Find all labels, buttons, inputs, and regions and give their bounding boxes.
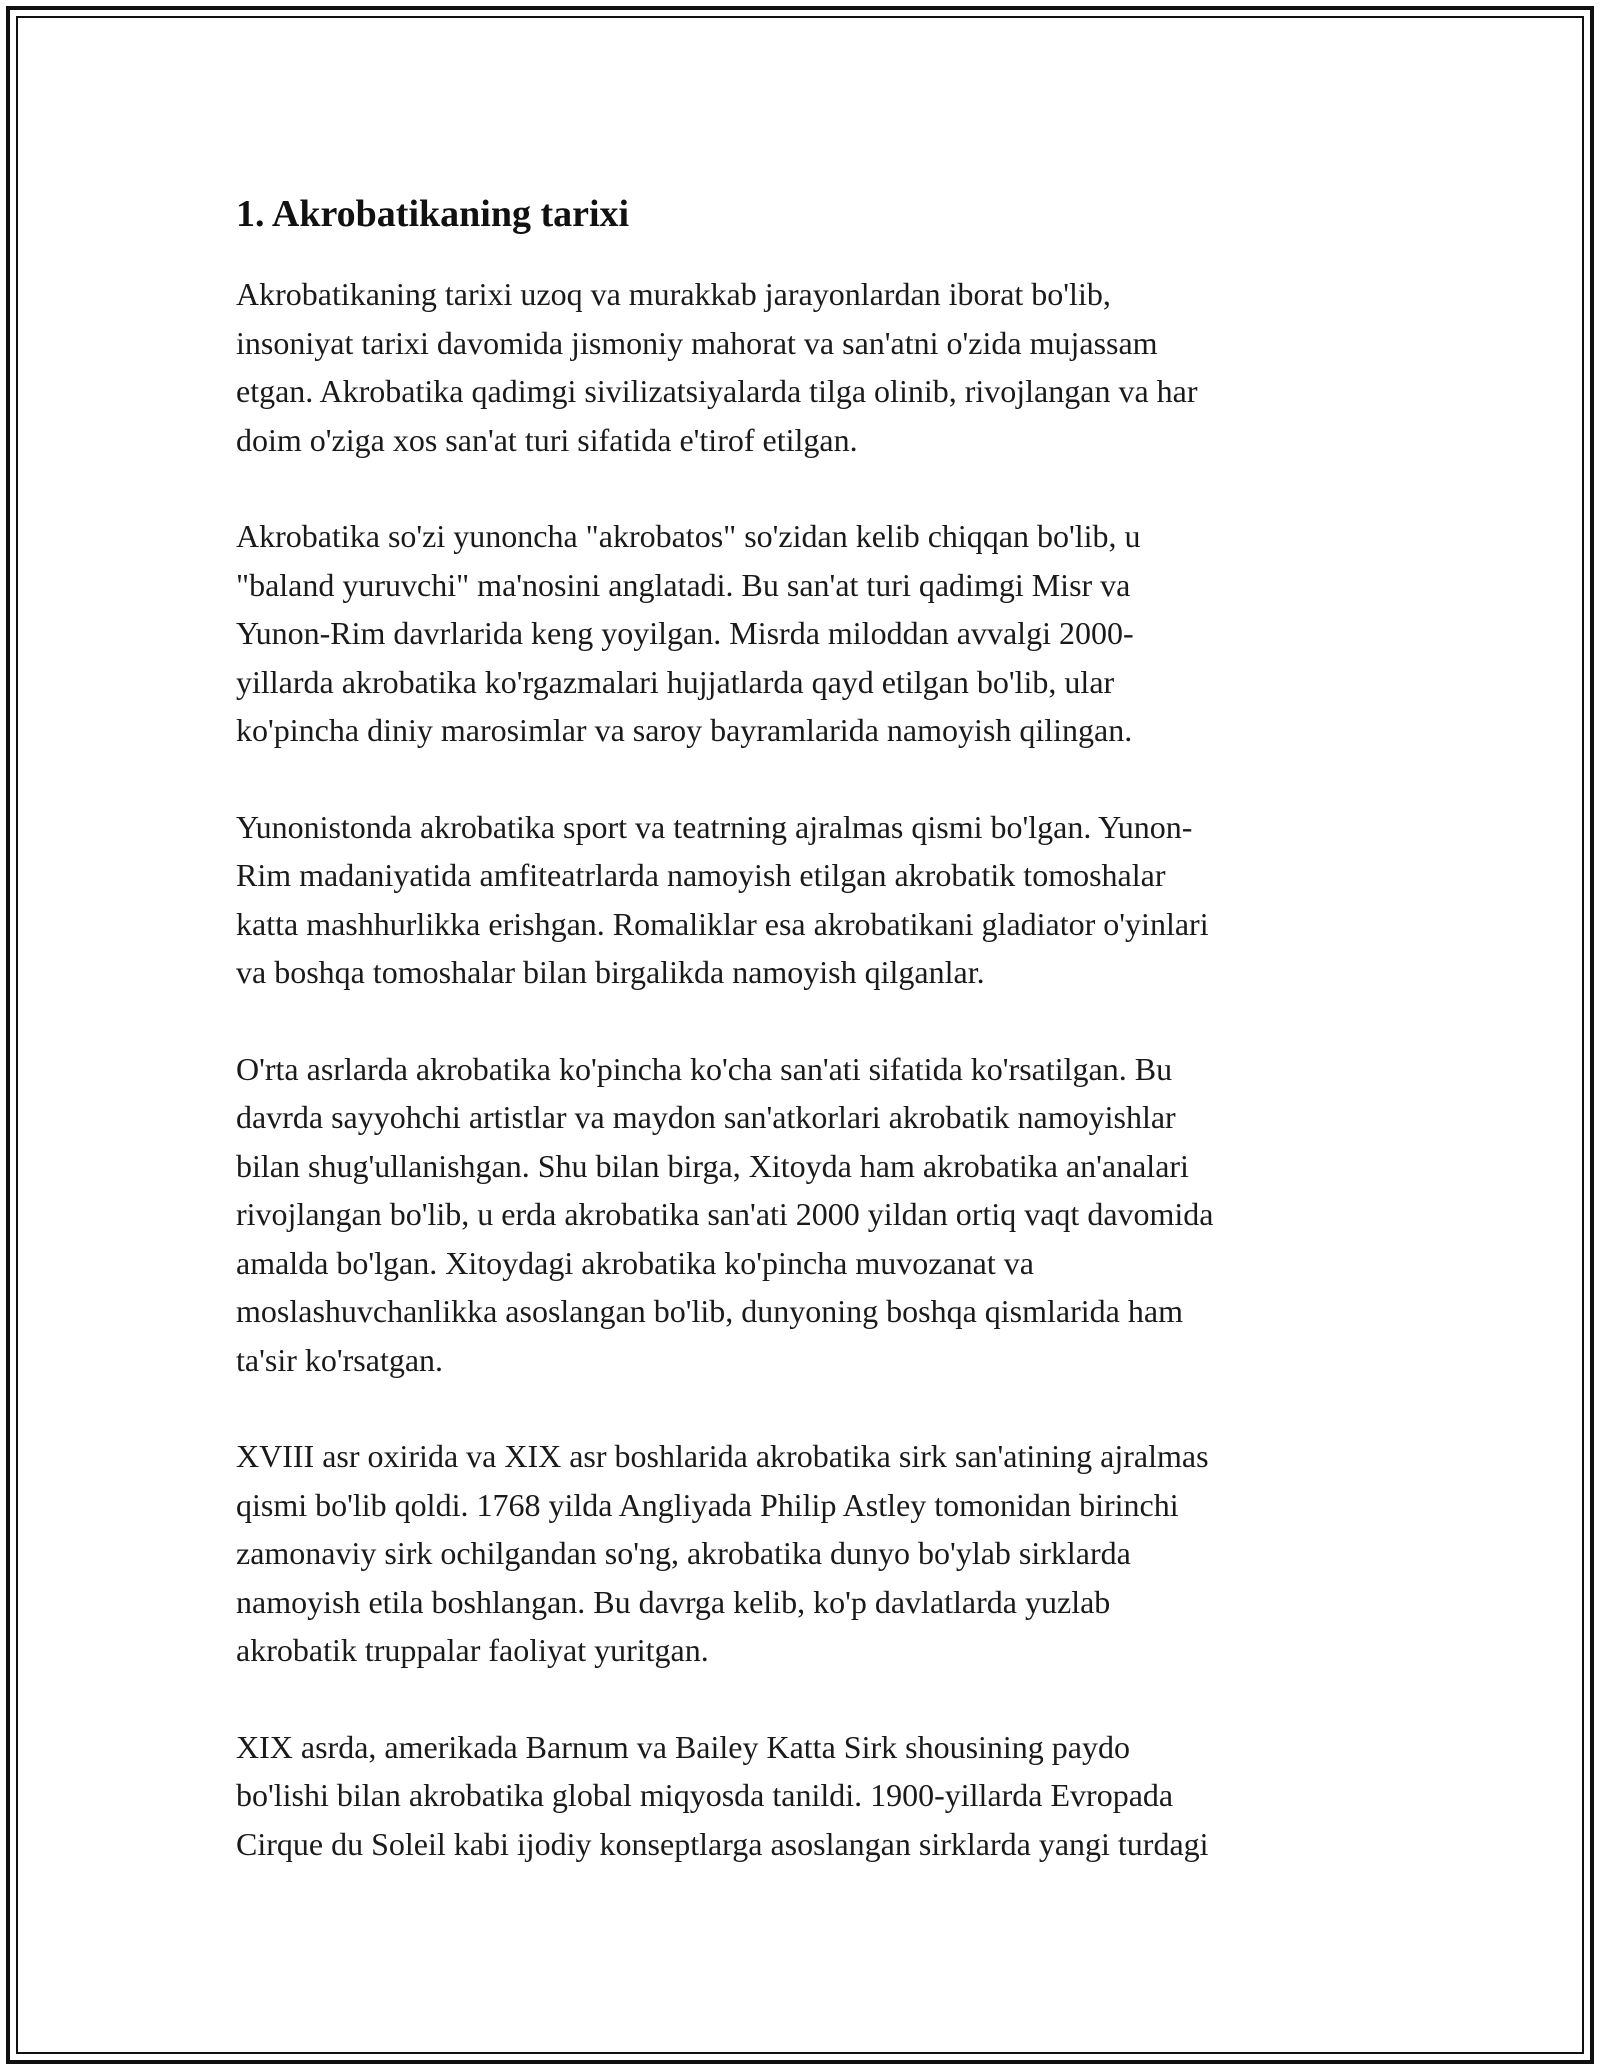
text-line: akrobatik truppalar faoliyat yuritgan. [236,1632,709,1668]
paragraph-1 [236,270,1376,464]
text-line: insoniyat tarixi davomida jismoniy mahorat va san'atni o'zida mujassam [236,324,1158,361]
text-line: XIX asrda, amerikada Barnum va Bailey Katta Sirk shousining paydo [236,1728,1130,1765]
paragraph-4 [236,1045,1376,1385]
text-line: namoyish etila boshlangan. Bu davrga kelib, ko'p davlatlarda yuzlab [236,1583,1111,1620]
text-line: etgan. Akrobatika qadimgi sivilizatsiyalarda tilga olinib, rivojlangan va har [236,373,1198,409]
text-line: O'rta asrlarda akrobatika ko'pincha ko'cha san'ati sifatida ko'rsatilgan. Bu [236,1050,1173,1087]
text-line: rivojlangan bo'lib, u erda akrobatika san'ati 2000 yildan ortiq vaqt davomida [236,1196,1214,1232]
text-line: ko'pincha diniy marosimlar va saroy bayramlarida namoyish qilingan. [236,712,1133,748]
text-line: bo'lishi bilan akrobatika global miqyosda tanildi. 1900-yillarda Evropada [236,1777,1174,1813]
text-line: Cirque du Soleil kabi ijodiy konseptlarga asoslangan sirklarda yangi turdagi [236,1825,1209,1862]
paragraph-3 [236,803,1376,997]
text-line: yillarda akrobatika ko'rgazmalari hujjatlarda qayd etilgan bo'lib, ular [236,663,1115,700]
text-line: moslashuvchanlikka asoslangan bo'lib, dunyoning boshqa qismlarida ham [236,1293,1183,1329]
text-line: XVIII asr oxirida va XIX asr boshlarida akrobatika sirk san'atining ajralmas [236,1438,1209,1474]
document-body [236,188,1376,1916]
text-line: doim o'ziga xos san'at turi sifatida e'tirof etilgan. [236,421,858,458]
paragraph-2 [236,512,1376,755]
paragraph-6 [236,1723,1376,1869]
text-line: bilan shug'ullanishgan. Shu bilan birga, Xitoyda ham akrobatika an'analari [236,1147,1189,1184]
text-line: Yunonistonda akrobatika sport va teatrning ajralmas qismi bo'lgan. Yunon- [236,808,1193,845]
text-line: Akrobatikaning tarixi uzoq va murakkab jarayonlardan iborat bo'lib, [236,276,1111,312]
text-line: Akrobatika so'zi yunoncha "akrobatos" so'zidan kelib chiqqan bo'lib, u [236,518,1141,554]
text-line: katta mashhurlikka erishgan. Romaliklar esa akrobatikani gladiator o'yinlari [236,905,1209,942]
text-line: Rim madaniyatida amfiteatrlarda namoyish etilgan akrobatik tomoshalar [236,857,1166,893]
text-line: ta'sir ko'rsatgan. [236,1341,444,1378]
text-line: va boshqa tomoshalar bilan birgalikda namoyish qilganlar. [236,954,985,990]
paragraph-5 [236,1432,1376,1675]
text-line: davrda sayyohchi artistlar va maydon san'atkorlari akrobatik namoyishlar [236,1099,1176,1135]
text-line: zamonaviy sirk ochilgandan so'ng, akrobatika dunyo bo'ylab sirklarda [236,1535,1131,1571]
section-heading: 1. Akrobatikaning tarixi [236,193,630,235]
text-line: qismi bo'lib qoldi. 1768 yilda Angliyada Philip Astley tomonidan birinchi [236,1486,1179,1523]
text-line: "baland yuruvchi" ma'nosini anglatadi. Bu san'at turi qadimgi Misr va [236,566,1131,603]
text-line: Yunon-Rim davrlarida keng yoyilgan. Misrda miloddan avvalgi 2000- [236,615,1134,651]
text-line: amalda bo'lgan. Xitoydagi akrobatika ko'pincha muvozanat va [236,1244,1034,1281]
